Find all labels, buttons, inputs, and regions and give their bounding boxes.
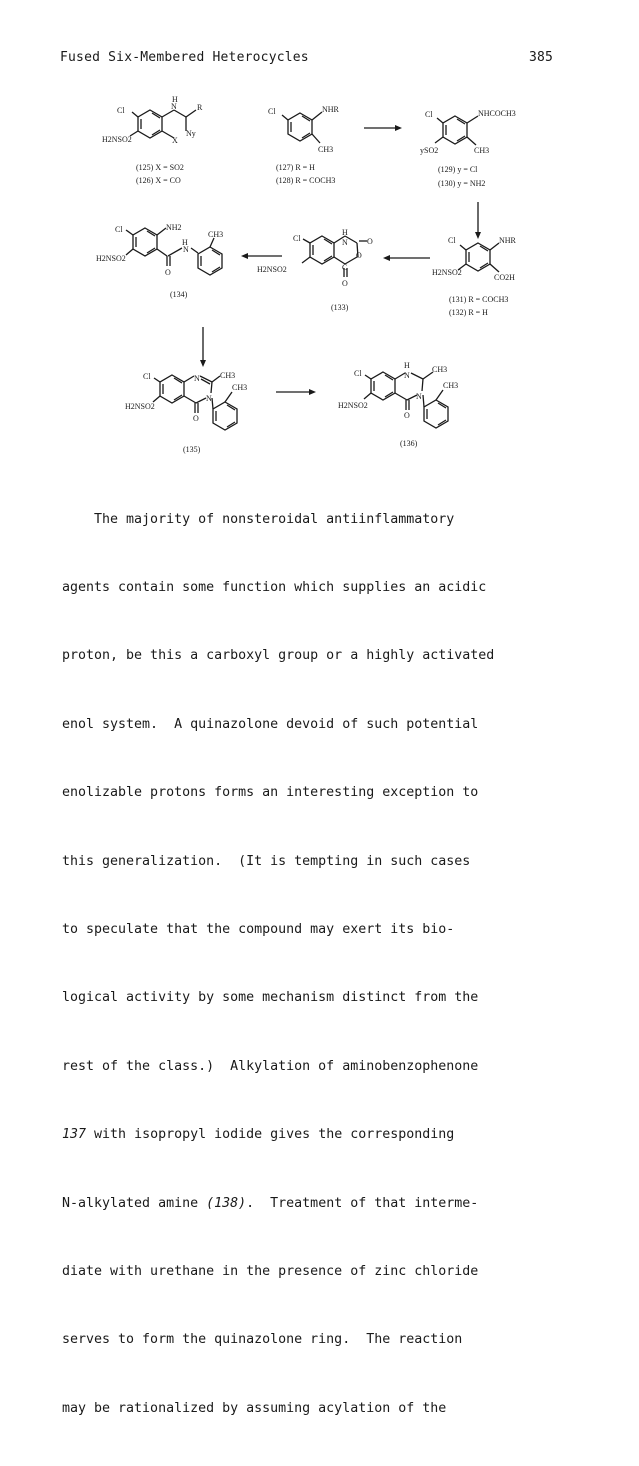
arrow-left-1 xyxy=(383,255,430,261)
atom-h2nso2: H2NSO2 xyxy=(432,268,462,277)
body-text-fragment: . Treatment of that interme- xyxy=(246,1195,479,1211)
body-line: agents contain some function which supplies an acidic xyxy=(62,579,487,595)
structure-134 xyxy=(96,223,223,299)
atom-o: O xyxy=(165,268,171,277)
body-line: rest of the class.) Alkylation of aminobenzophenone xyxy=(62,1058,479,1074)
atom-x: X xyxy=(172,136,178,145)
label-126: (126) X = CO xyxy=(136,176,181,185)
atom-ch3: CH3 xyxy=(474,146,490,155)
arrow-right-1 xyxy=(364,125,402,131)
atom-cl: Cl xyxy=(117,106,125,115)
atom-n: N xyxy=(416,392,422,401)
body-line: proton, be this a carboxyl group or a highly activated xyxy=(62,648,495,664)
atom-cl: Cl xyxy=(115,225,123,234)
arrow-left-2 xyxy=(241,253,282,259)
structure-129-130 xyxy=(420,109,516,188)
atom-cl: Cl xyxy=(448,236,456,245)
reaction-scheme-figure xyxy=(0,0,639,470)
structure-131-132 xyxy=(432,236,517,317)
arrow-right-2 xyxy=(276,389,316,395)
atom-ch3: CH3 xyxy=(232,383,248,392)
atom-o: O xyxy=(404,411,410,420)
label-133: (133) xyxy=(331,303,349,312)
body-line: enol system. A quinazolone devoid of such potential xyxy=(62,716,479,732)
atom-ny: Ny xyxy=(186,129,196,138)
atom-h: H xyxy=(404,361,410,370)
body-text-fragment: with isopropyl iodide gives the corresponding xyxy=(86,1127,455,1143)
atom-nh2: NH2 xyxy=(166,223,182,232)
atom-n: N xyxy=(183,245,189,254)
atom-n: N xyxy=(342,238,348,247)
structure-127-128 xyxy=(268,105,340,185)
atom-n: N xyxy=(404,371,410,380)
atom-cl: Cl xyxy=(268,107,276,116)
structure-133 xyxy=(257,228,373,312)
label-132: (132) R = H xyxy=(449,308,488,317)
body-line: logical activity by some mechanism distinct from the xyxy=(62,990,479,1006)
atom-h2nso2: H2NSO2 xyxy=(338,401,368,410)
body-line: diate with urethane in the presence of zinc chloride xyxy=(62,1263,479,1279)
body-line: may be rationalized by assuming acylation of the xyxy=(62,1400,447,1416)
body-paragraph xyxy=(62,463,582,1466)
label-136: (136) xyxy=(400,439,418,448)
body-line: enolizable protons forms an interesting exception to xyxy=(62,785,479,801)
atom-nhr: NHR xyxy=(322,105,339,114)
label-128: (128) R = COCH3 xyxy=(276,176,336,185)
structure-135 xyxy=(125,371,247,454)
atom-o: O xyxy=(342,279,348,288)
atom-cl: Cl xyxy=(354,369,362,378)
atom-cl: Cl xyxy=(425,110,433,119)
structure-136 xyxy=(338,361,458,448)
body-line: to speculate that the compound may exert its bio- xyxy=(62,921,455,937)
atom-ch3: CH3 xyxy=(432,365,448,374)
running-header-title: Fused Six-Membered Heterocycles xyxy=(60,50,309,65)
body-line: The majority of nonsteroidal antiinflammatory xyxy=(62,511,455,527)
atom-cl: Cl xyxy=(293,234,301,243)
label-135: (135) xyxy=(183,445,201,454)
body-line xyxy=(62,1193,582,1216)
atom-h2nso2: H2NSO2 xyxy=(257,265,287,274)
body-line: serves to form the quinazolone ring. The reaction xyxy=(62,1332,463,1348)
atom-cl: Cl xyxy=(143,372,151,381)
atom-c: C xyxy=(342,263,348,272)
atom-h2nso2: H2NSO2 xyxy=(102,135,132,144)
atom-o: O xyxy=(356,251,362,260)
atom-ch3: CH3 xyxy=(443,381,459,390)
compound-ref-138: (138) xyxy=(206,1195,247,1211)
atom-ch3: CH3 xyxy=(220,371,236,380)
label-134: (134) xyxy=(170,290,188,299)
atom-nhr: NHR xyxy=(499,236,516,245)
label-125: (125) X = SO2 xyxy=(136,163,184,172)
atom-o: O xyxy=(193,414,199,423)
atom-r: R xyxy=(197,103,203,112)
atom-ch3: CH3 xyxy=(208,230,224,239)
body-line xyxy=(62,1124,582,1147)
label-129: (129) y = Cl xyxy=(438,165,478,174)
compound-ref-137: 137 xyxy=(62,1127,87,1143)
atom-o: O xyxy=(367,237,373,246)
atom-n: N xyxy=(194,374,200,383)
arrow-down-1 xyxy=(475,202,481,239)
atom-h: H xyxy=(182,238,188,247)
label-130: (130) y = NH2 xyxy=(438,179,486,188)
atom-h: H xyxy=(342,228,348,237)
arrow-down-2 xyxy=(200,327,206,367)
page-number: 385 xyxy=(529,50,554,65)
label-127: (127) R = H xyxy=(276,163,315,172)
atom-nhcoch3: NHCOCH3 xyxy=(478,109,516,118)
structure-125-126 xyxy=(102,95,203,185)
body-line: this generalization. (It is tempting in such cases xyxy=(62,853,471,869)
atom-h: H xyxy=(172,95,178,104)
atom-n: N xyxy=(206,394,212,403)
atom-co2h: CO2H xyxy=(494,273,515,282)
label-131: (131) R = COCH3 xyxy=(449,295,509,304)
body-text-fragment: N-alkylated amine xyxy=(62,1195,207,1211)
atom-yso2: ySO2 xyxy=(420,146,439,155)
atom-n: N xyxy=(171,102,177,111)
atom-h2nso2: H2NSO2 xyxy=(125,402,155,411)
atom-ch3: CH3 xyxy=(318,145,334,154)
atom-h2nso2: H2NSO2 xyxy=(96,254,126,263)
